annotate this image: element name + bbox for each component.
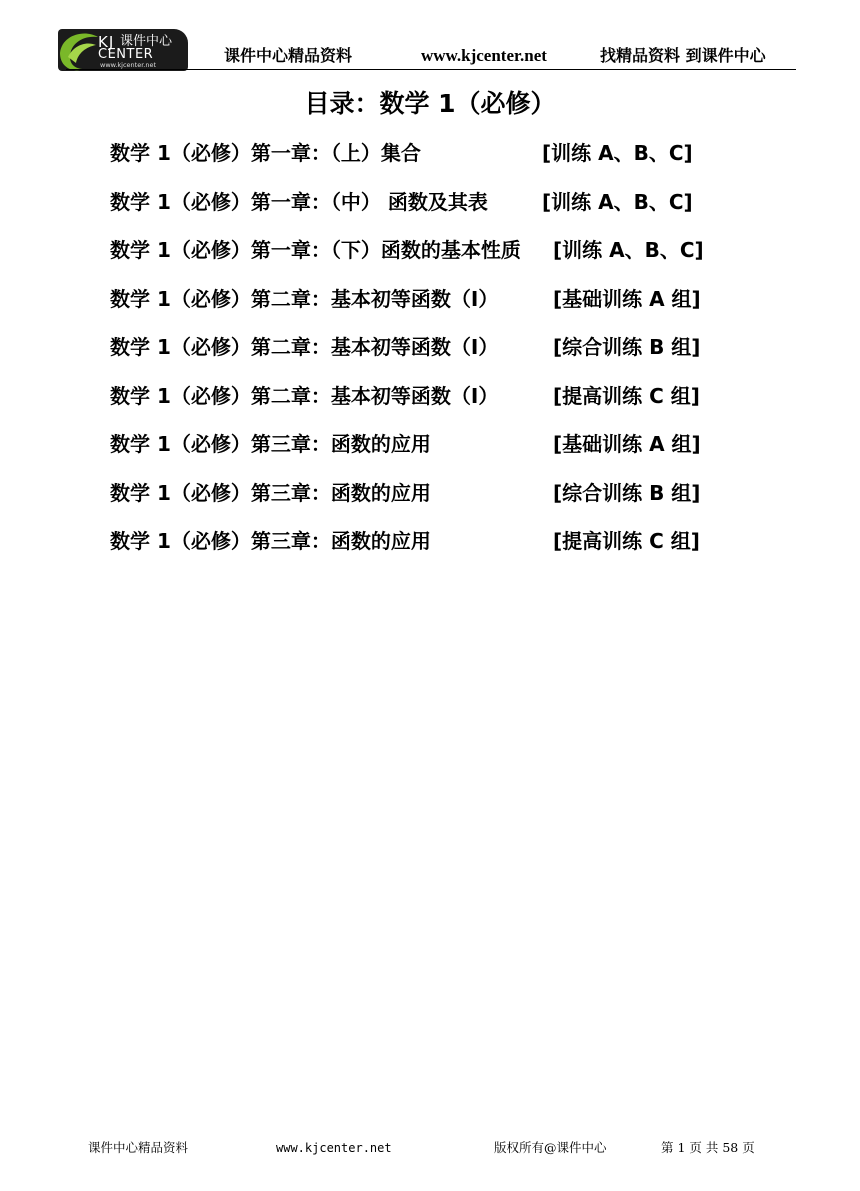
- header-site-url[interactable]: www.kjcenter.net: [421, 46, 547, 65]
- page-header: [0, 0, 860, 80]
- toc-entry-title: 数学 1（必修）第一章：（上）集合: [110, 141, 421, 165]
- toc-entry[interactable]: [110, 139, 750, 188]
- toc-entry-tag: [训练 A、B、C]: [542, 189, 693, 214]
- page-footer: [0, 1140, 860, 1160]
- footer-page-number: 第 1 页 共 58 页: [661, 1140, 755, 1155]
- toc-entry-tag: [训练 A、B、C]: [553, 238, 704, 262]
- toc-entry-title: 数学 1（必修）第二章：基本初等函数（I）: [110, 383, 499, 408]
- header-right-text: 找精品资料 到课件中心: [600, 46, 766, 65]
- footer-site-url[interactable]: www.kjcenter.net: [276, 1141, 392, 1155]
- toc-entry-tag: [提高训练 C 组]: [553, 383, 700, 408]
- toc-entry[interactable]: [110, 236, 750, 285]
- toc-entry[interactable]: [110, 333, 750, 382]
- toc-entry-title: 数学 1（必修）第二章：基本初等函数（I）: [110, 286, 499, 311]
- toc-entry-tag: [综合训练 B 组]: [553, 480, 701, 505]
- toc-entry-title: 数学 1（必修）第一章：（中） 函数及其表: [110, 189, 488, 214]
- table-of-contents: [110, 139, 750, 576]
- header-left-text: 课件中心精品资料: [224, 46, 353, 65]
- logo-brand-cn: 课件中心: [120, 34, 173, 49]
- kjcenter-logo[interactable]: [58, 29, 188, 71]
- toc-entry-title: 数学 1（必修）第三章：函数的应用: [110, 480, 431, 505]
- toc-entry-title: 数学 1（必修）第三章：函数的应用: [110, 432, 431, 456]
- toc-entry[interactable]: [110, 382, 750, 431]
- logo-kj-text: KJ: [98, 33, 115, 51]
- toc-entry-tag: [训练 A、B、C]: [542, 141, 693, 165]
- toc-entry-title: 数学 1（必修）第一章：（下）函数的基本性质: [110, 238, 521, 262]
- toc-entry-tag: [提高训练 C 组]: [553, 529, 700, 553]
- toc-entry-title: 数学 1（必修）第二章：基本初等函数（I）: [110, 335, 499, 359]
- toc-entry[interactable]: [110, 188, 750, 237]
- toc-entry-tag: [基础训练 A 组]: [553, 286, 701, 311]
- toc-entry-title: 数学 1（必修）第三章：函数的应用: [110, 529, 431, 553]
- document-title: 目录：数学 1（必修）: [304, 89, 556, 118]
- header-divider: [66, 69, 796, 70]
- toc-entry-tag: [综合训练 B 组]: [553, 335, 701, 359]
- toc-entry[interactable]: [110, 527, 750, 576]
- toc-entry[interactable]: [110, 479, 750, 528]
- toc-entry-tag: [基础训练 A 组]: [553, 432, 701, 456]
- logo-center-text: CENTER: [98, 47, 154, 62]
- footer-left-text: 课件中心精品资料: [88, 1140, 189, 1155]
- footer-copyright: 版权所有@课件中心: [494, 1140, 607, 1155]
- toc-entry[interactable]: [110, 285, 750, 334]
- logo-url-text: www.kjcenter.net: [100, 61, 157, 69]
- toc-entry[interactable]: [110, 430, 750, 479]
